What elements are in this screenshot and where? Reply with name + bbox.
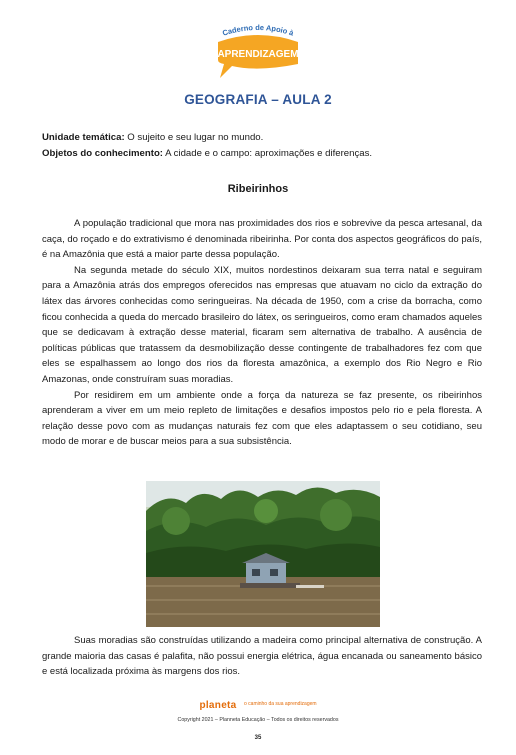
unit-label: Unidade temática: [42,132,125,143]
housing-paragraph [42,633,482,680]
paragraph-2: Na segunda metade do século XIX, muitos nordestinos deixaram sua terra natal e seguiram para a Amazônia atrás dos empregos oferecidos nas empresas que atuavam no ciclo da extração do látex das árvores conhecidas como seringueiras. Na década de 1950, com a crise da borracha, como ficou conhecida a queda do mercado brasileiro do látex, os seringueiros, como eram chamados aqueles que se dedicavam à extração desse material, ficaram sem alternativa de trabalho. A ausência de políticas públicas que tratassem da desmobilização desse contingente de trabalhadores fez com que eles se espalhassem ao longo dos rios da floresta amazônica, a exemplo dos Rio Negro e Rio Amazonas, onde construíram suas moradias. [42,264,482,385]
objects-label: Objetos do conhecimento: [42,148,163,159]
section-title: Ribeirinhos [227,183,289,195]
unit-value: O sujeito e seu lugar no mundo. [124,132,264,143]
stilt-house-image-icon [146,481,380,627]
paragraph-3: Por residirem em um ambiente onde a força da natureza se faz presente, os ribeirinhos aprenderam a viver em um meio repleto de limitações e desafios impostos pelo rio e pela floresta. A relação desse povo com as mudanças naturais fez com que eles adaptassem o seu cotidiano, seu modo de morar e de buscar meios para a sua subsistência. [42,389,482,448]
planeta-tagline: o caminho da sua aprendizagem [244,700,317,707]
paragraph-4: Suas moradias são construídas utilizando a madeira como principal alternativa de construção. A grande maioria das casas é palafita, não possui energia elétrica, água encanada ou saneamento básico e está localizada próxima às margens dos rios. [42,635,482,678]
unit-row [42,130,482,146]
planeta-logo [0,695,516,711]
objects-value: A cidade e o campo: aproximações e diferenças. [163,148,373,159]
logo-line1: Caderno de Apoio à [221,24,295,38]
copyright-text: Copyright 2021 – Planneta Educação – Todos os direitos reservados [177,717,339,723]
caderno-logo [0,24,516,80]
riverside-house-photo [146,481,380,627]
planeta-brand: planeta [199,700,237,711]
paragraph-1: A população tradicional que mora nas proximidades dos rios e sobrevive da pesca artesanal, da caça, do roçado e do extrativismo é denominada ribeirinha. Por conta dos aspectos geográficos do país, é na Amazônia que está a maior parte dessa população. [42,218,482,261]
objects-row [42,146,482,162]
article-body [42,216,482,450]
page-heading: GEOGRAFIA – AULA 2 [184,92,332,107]
page-number: 35 [254,735,262,741]
logo-line2: APRENDIZAGEM [217,49,299,60]
lesson-meta [42,130,482,162]
speech-bubble-logo-icon [198,24,318,80]
